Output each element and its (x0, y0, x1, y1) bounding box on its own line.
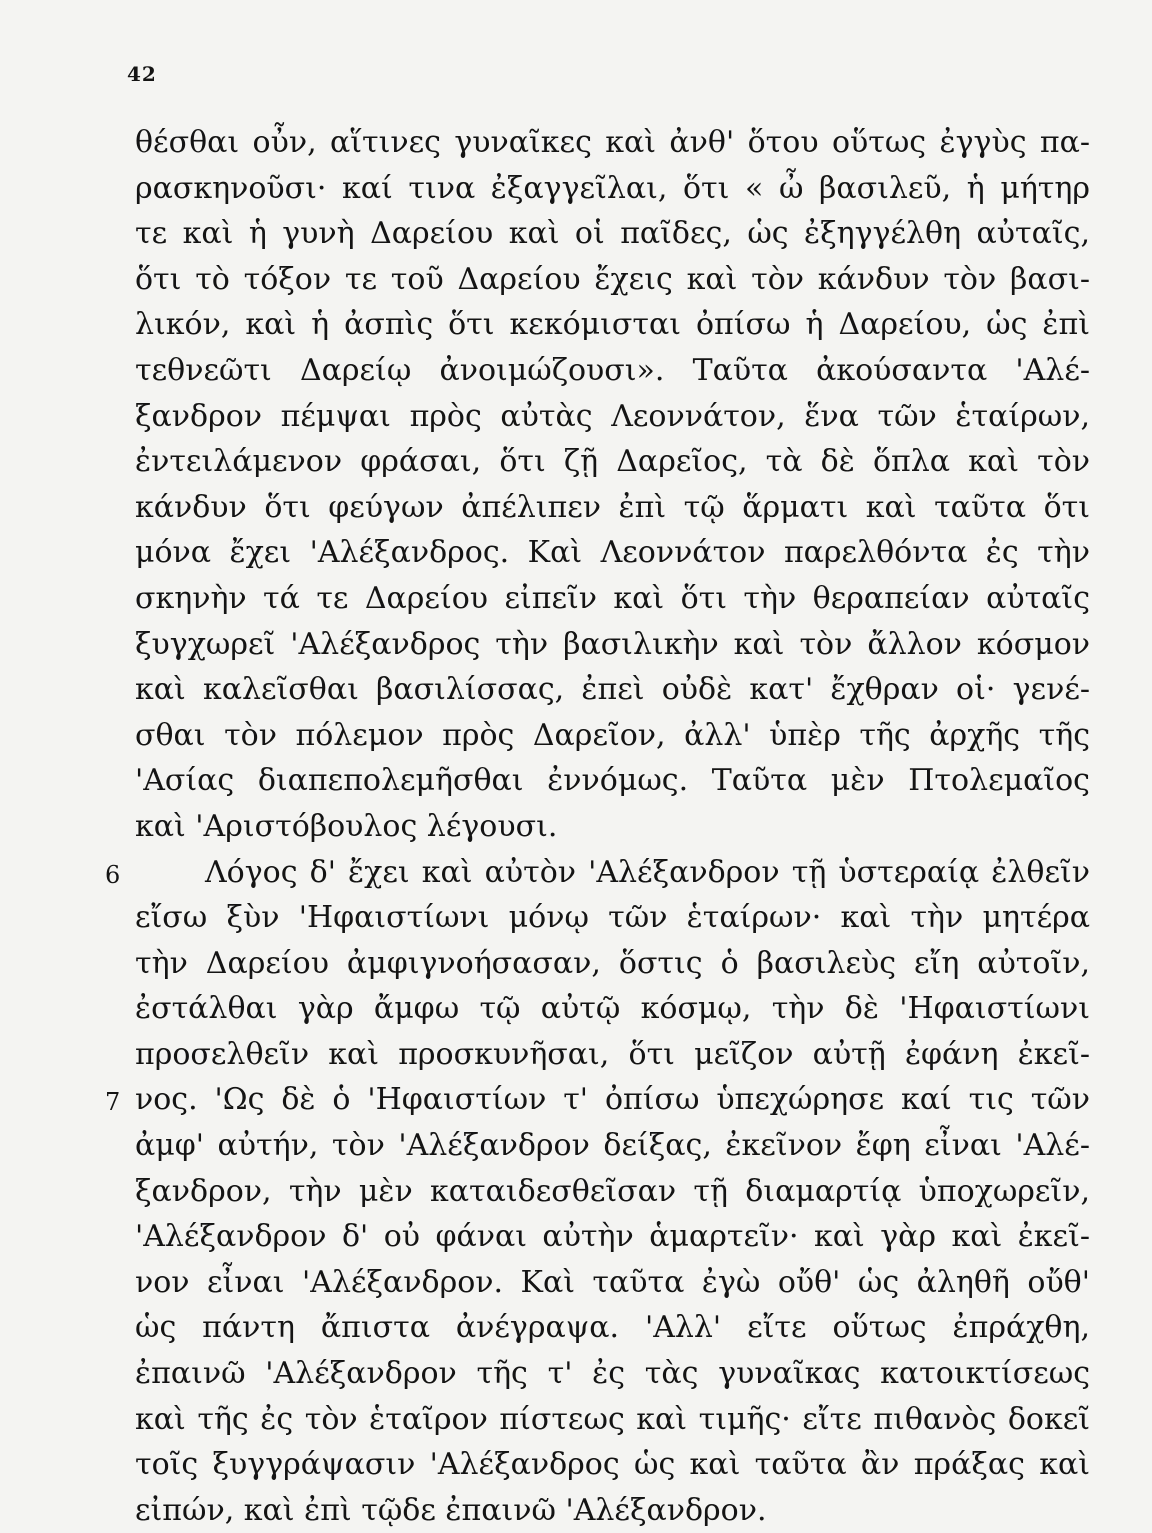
text-line (135, 1397, 1090, 1443)
text-line (135, 1442, 1090, 1488)
line-text: ἀμφ' αὐτήν, τὸν 'Αλέξανδρον δείξας, ἐκεῖνον ἔφη εἶναι 'Αλέ- (135, 1128, 1090, 1164)
line-text: τοῖς ξυγγράψασιν 'Αλέξανδρος ὡς καὶ ταῦτα ἂν πράξας καὶ (135, 1447, 1090, 1483)
text-line (135, 576, 1090, 622)
text-line (135, 667, 1090, 713)
text-line (135, 211, 1090, 257)
text-line (135, 758, 1090, 804)
text-line (135, 1123, 1090, 1169)
text-line (135, 120, 1090, 166)
line-text: μόνα ἔχει 'Αλέξανδρος. Καὶ Λεοννάτον παρελθόντα ἐς τὴν (135, 535, 1090, 571)
line-text: καὶ 'Αριστόβουλος λέγουσι. (135, 808, 558, 844)
text-line (135, 941, 1090, 987)
line-text: 'Αλέξανδρον δ' οὐ φάναι αὐτὴν ἁμαρτεῖν· καὶ γὰρ καὶ ἐκεῖ- (135, 1219, 1090, 1255)
page-number: 42 (127, 62, 157, 86)
text-line (135, 439, 1090, 485)
line-text: ὡς πάντη ἄπιστα ἀνέγραψα. 'Αλλ' εἴτε οὕτως ἐπράχθη, (135, 1310, 1090, 1346)
text-line (135, 530, 1090, 576)
line-text: τε καὶ ἡ γυνὴ Δαρείου καὶ οἱ παῖδες, ὡς ἐξηγγέλθη αὐταῖς, (135, 216, 1090, 252)
line-text: εἰπών, καὶ ἐπὶ τῷδε ἐπαινῶ 'Αλέξανδρον. (135, 1492, 767, 1528)
text-line (135, 1488, 1090, 1533)
text-line (105, 1077, 1090, 1123)
line-text: ἐπαινῶ 'Αλέξανδρον τῆς τ' ἐς τὰς γυναῖκας κατοικτίσεως (135, 1356, 1090, 1392)
section-number: 7 (105, 1088, 121, 1117)
text-line (135, 804, 1090, 850)
line-text: εἴσω ξὺν 'Ηφαιστίωνι μόνῳ τῶν ἑταίρων· καὶ τὴν μητέρα (135, 900, 1090, 936)
line-text: ἐστάλθαι γὰρ ἄμφω τῷ αὐτῷ κόσμῳ, τὴν δὲ 'Ηφαιστίωνι (135, 991, 1090, 1027)
line-text: νον εἶναι 'Αλέξανδρον. Καὶ ταῦτα ἐγὼ οὔθ' ὡς ἀληθῆ οὔθ' (135, 1264, 1090, 1300)
line-text: Λόγος δ' ἔχει καὶ αὐτὸν 'Αλέξανδρον τῇ ὑστεραίᾳ ἐλθεῖν (205, 854, 1090, 890)
line-text: θέσθαι οὖν, αἵτινες γυναῖκες καὶ ἀνθ' ὅτου οὕτως ἐγγὺς πα- (135, 125, 1090, 160)
text-line (135, 622, 1090, 668)
line-text: λικόν, καὶ ἡ ἀσπὶς ὅτι κεκόμισται ὀπίσω ἡ Δαρείου, ὡς ἐπὶ (135, 307, 1090, 343)
line-text: σθαι τὸν πόλεμον πρὸς Δαρεῖον, ἀλλ' ὑπὲρ τῆς ἀρχῆς τῆς (135, 717, 1090, 753)
section-number: 6 (105, 860, 121, 889)
text-line (135, 895, 1090, 941)
text-line (135, 1032, 1090, 1078)
line-text: ἐντειλάμενον φράσαι, ὅτι ζῇ Δαρεῖος, τὰ δὲ ὅπλα καὶ τὸν (135, 444, 1090, 480)
text-line (135, 1351, 1090, 1397)
line-text: ξυγχωρεῖ 'Αλέξανδρος τὴν βασιλικὴν καὶ τὸν ἄλλον κόσμον (135, 626, 1090, 662)
line-text: τὴν Δαρείου ἀμφιγνοήσασαν, ὅστις ὁ βασιλεὺς εἴη αὐτοῖν, (135, 945, 1090, 981)
line-text: ξανδρον πέμψαι πρὸς αὐτὰς Λεοννάτον, ἕνα τῶν ἑταίρων, (135, 398, 1090, 434)
text-line (105, 850, 1090, 896)
text-line (135, 485, 1090, 531)
text-line (135, 394, 1090, 440)
line-text: σκηνὴν τά τε Δαρείου εἰπεῖν καὶ ὅτι τὴν θεραπείαν αὐταῖς (135, 580, 1090, 616)
text-line (135, 348, 1090, 394)
text-line (135, 302, 1090, 348)
text-line (135, 1305, 1090, 1351)
line-text: τεθνεῶτι Δαρείῳ ἀνοιμώζουσι». Ταῦτα ἀκούσαντα 'Αλέ- (135, 352, 1090, 388)
line-text: ὅτι τὸ τόξον τε τοῦ Δαρείου ἔχεις καὶ τὸν κάνδυν τὸν βασι- (135, 261, 1090, 297)
text-line (135, 986, 1090, 1032)
text-line (135, 1214, 1090, 1260)
text-line (135, 1169, 1090, 1215)
line-text: προσελθεῖν καὶ προσκυνῆσαι, ὅτι μεῖζον αὐτῇ ἐφάνη ἐκεῖ- (135, 1036, 1090, 1072)
text-line (135, 166, 1090, 212)
line-text: ρασκηνοῦσι· καί τινα ἐξαγγεῖλαι, ὅτι « ὦ βασιλεῦ, ἡ μήτηρ (135, 170, 1090, 206)
line-text: καὶ τῆς ἐς τὸν ἑταῖρον πίστεως καὶ τιμῆς· εἴτε πιθανὸς δοκεῖ (135, 1401, 1090, 1437)
line-text: καὶ καλεῖσθαι βασιλίσσας, ἐπεὶ οὐδὲ κατ' ἔχθραν οἱ· γενέ- (135, 672, 1090, 708)
line-text: νος. 'Ως δὲ ὁ 'Ηφαιστίων τ' ὀπίσω ὑπεχώρησε καί τις τῶν (135, 1082, 1090, 1118)
text-line (135, 713, 1090, 759)
text-line (135, 1260, 1090, 1306)
line-text: ξανδρον, τὴν μὲν καταιδεσθεῖσαν τῇ διαμαρτίᾳ ὑποχωρεῖν, (135, 1173, 1090, 1209)
line-text: κάνδυν ὅτι φεύγων ἀπέλιπεν ἐπὶ τῷ ἅρματι καὶ ταῦτα ὅτι (135, 489, 1090, 525)
text-line (135, 257, 1090, 303)
line-text: 'Ασίας διαπεπολεμῆσθαι ἐννόμως. Ταῦτα μὲν Πτολεμαῖος (135, 763, 1090, 799)
body-text (105, 120, 1090, 1533)
